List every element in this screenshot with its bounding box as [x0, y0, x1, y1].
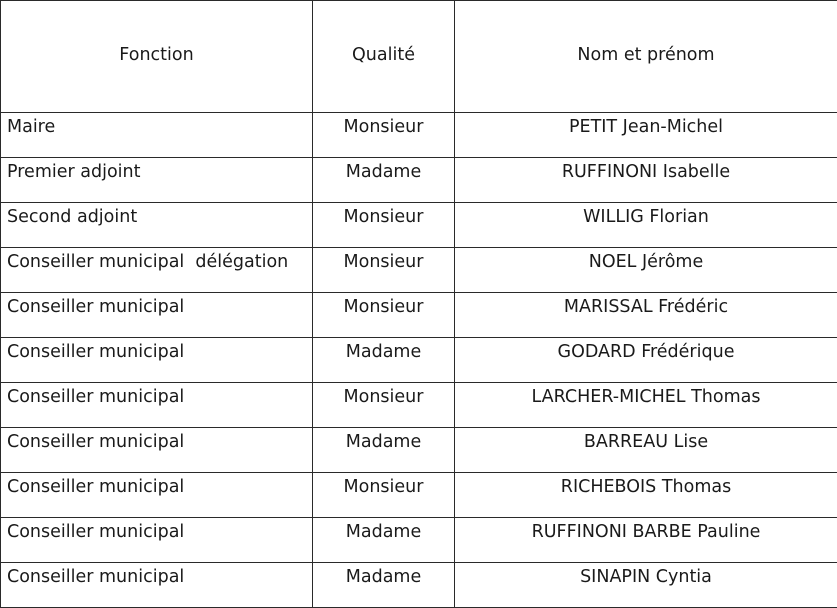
cell-qualite: Monsieur: [313, 383, 455, 428]
table-row: [1, 113, 837, 158]
cell-qualite: Madame: [313, 518, 455, 563]
table-row: [1, 473, 837, 518]
cell-nom: NOEL Jérôme: [455, 248, 837, 293]
header-qualite: Qualité: [313, 1, 455, 113]
table-row: [1, 518, 837, 563]
cell-fonction: Conseiller municipal délégation: [1, 248, 313, 293]
cell-qualite: Monsieur: [313, 473, 455, 518]
cell-qualite: Madame: [313, 158, 455, 203]
table-row: [1, 563, 837, 608]
table-row: [1, 383, 837, 428]
cell-fonction: Conseiller municipal: [1, 338, 313, 383]
cell-nom: SINAPIN Cyntia: [455, 563, 837, 608]
cell-nom: LARCHER-MICHEL Thomas: [455, 383, 837, 428]
cell-nom: MARISSAL Frédéric: [455, 293, 837, 338]
cell-fonction: Maire: [1, 113, 313, 158]
table-row: [1, 338, 837, 383]
table-row: [1, 248, 837, 293]
header-fonction: Fonction: [1, 1, 313, 113]
cell-qualite: Monsieur: [313, 248, 455, 293]
cell-fonction: Conseiller municipal: [1, 473, 313, 518]
cell-nom: GODARD Frédérique: [455, 338, 837, 383]
cell-nom: RUFFINONI Isabelle: [455, 158, 837, 203]
cell-fonction: Premier adjoint: [1, 158, 313, 203]
cell-fonction: Conseiller municipal: [1, 563, 313, 608]
cell-qualite: Madame: [313, 428, 455, 473]
cell-qualite: Madame: [313, 338, 455, 383]
cell-fonction: Conseiller municipal: [1, 428, 313, 473]
cell-qualite: Monsieur: [313, 293, 455, 338]
cell-nom: RUFFINONI BARBE Pauline: [455, 518, 837, 563]
table-row: [1, 158, 837, 203]
cell-fonction: Conseiller municipal: [1, 518, 313, 563]
cell-nom: PETIT Jean-Michel: [455, 113, 837, 158]
cell-qualite: Monsieur: [313, 113, 455, 158]
cell-qualite: Madame: [313, 563, 455, 608]
table-row: [1, 203, 837, 248]
cell-nom: BARREAU Lise: [455, 428, 837, 473]
table-header-row: [1, 1, 837, 113]
cell-fonction: Conseiller municipal: [1, 383, 313, 428]
cell-qualite: Monsieur: [313, 203, 455, 248]
cell-nom: WILLIG Florian: [455, 203, 837, 248]
cell-nom: RICHEBOIS Thomas: [455, 473, 837, 518]
cell-fonction: Second adjoint: [1, 203, 313, 248]
table-row: [1, 428, 837, 473]
cell-fonction: Conseiller municipal: [1, 293, 313, 338]
table-row: [1, 293, 837, 338]
header-nom-prenom: Nom et prénom: [455, 1, 837, 113]
